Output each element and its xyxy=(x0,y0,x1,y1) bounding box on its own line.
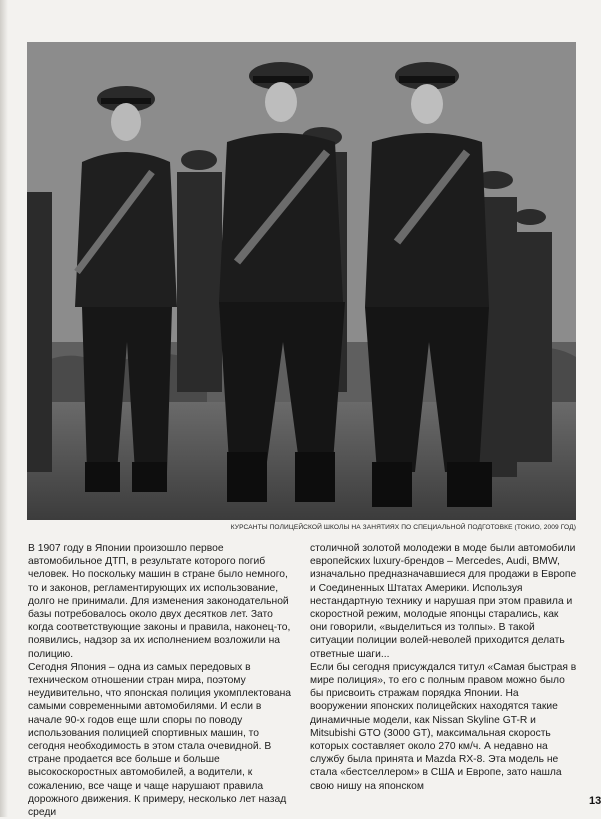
paragraph: столичной золотой молодежи в моде были автомобили европейских luxury-брендов – Mercedes, Audi, BMW, изначально предназначавшиеся для продажи в Европе и Соединенных Штатах Америки. Используя нестандартную технику и нарушая при этом правила и скоростной режим, молодые японцы старались, как они говорили, «выделиться из толпы». В такой ситуации полиции волей-неволей приходится делать ответные шаги... xyxy=(310,543,577,660)
paragraph: Если бы сегодня присуждался титул «Самая быстрая в мире полиция», то его с полным правом можно было бы присвоить стражам порядка Японии. На вооружении японских полицейских находятся такие динамичные модели, как Nissan Skyline GT-R и Mitsubishi GTO (3000 GT), максимальная скорость которых составляет около 270 км/ч. А недавно на службу была принята и Mazda RX-8. Эта модель не стала «бестселлером» в США и Европе, зато нашла свою нишу на японском xyxy=(310,661,577,792)
paragraph: В 1907 году в Японии произошло первое автомобильное ДТП, в результате которого погиб человек. Но поскольку машин в стране было немного, то и законов, регламентирующих их использование, долго не принимали. Для изменения законодательной базы потребовалось около двух десятков лет. Зато когда соответствующие законы и правила, наконец-то, появились, надзор за их исполнением возложили на полицию. xyxy=(28,543,291,660)
photo-caption: КУРСАНТЫ ПОЛИЦЕЙСКОЙ ШКОЛЫ НА ЗАНЯТИЯХ ПО СПЕЦИАЛЬНОЙ ПОДГОТОВКЕ (ТОКИО, 2009 ГОД) xyxy=(230,524,576,531)
page-spine-shadow xyxy=(0,0,8,817)
text-column-right xyxy=(310,542,578,793)
photo-illustration xyxy=(27,42,576,520)
text-column-left xyxy=(28,542,296,819)
police-cadets-photo xyxy=(27,42,576,520)
paragraph: Сегодня Япония – одна из самых передовых в техническом отношении стран мира, поэтому неудивительно, что японская полиция укомплектована самыми современными автомобилями. И если в начале 90-х годов еще шли споры по поводу использования полицией спортивных машин, то сегодня необходимость в этом стала очевидной. В стране продается все больше и больше высокоскоростных автомобилей, а водители, к сожалению, все чаще и чаще нарушают правила дорожного движения. К примеру, несколько лет назад среди xyxy=(28,661,291,819)
page-number: 13 xyxy=(589,795,601,807)
